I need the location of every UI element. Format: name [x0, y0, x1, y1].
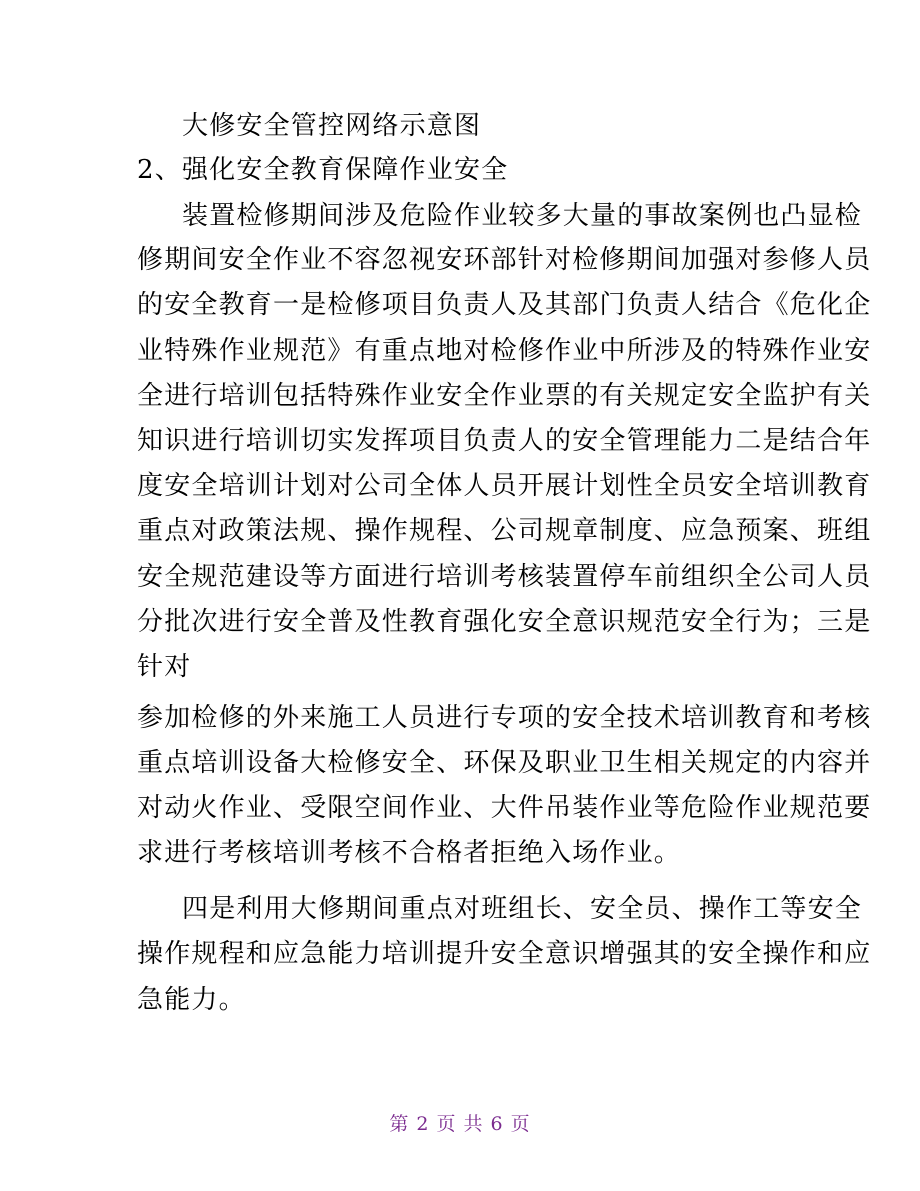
- paragraph-line: 针对: [137, 652, 192, 682]
- paragraph-line: 急能力。: [137, 985, 246, 1015]
- paragraph-line: 度安全培训计划对公司全体人员开展计划性全员安全培训教育: [137, 471, 872, 501]
- figure-caption: 大修安全管控网络示意图: [182, 111, 482, 141]
- paragraph-line: 全进行培训包括特殊作业安全作业票的有关规定安全监护有关: [137, 381, 872, 411]
- paragraph-line: 操作规程和应急能力培训提升安全意识增强其的安全操作和应: [137, 939, 872, 969]
- paragraph-line: 装置检修期间涉及危险作业较多大量的事故案例也凸显检: [182, 201, 863, 231]
- paragraph-line: 分批次进行安全普及性教育强化安全意识规范安全行为；三是: [137, 607, 872, 637]
- paragraph-line: 安全规范建设等方面进行培训考核装置停车前组织全公司人员: [137, 562, 872, 592]
- paragraph-line: 业特殊作业规范》有重点地对检修作业中所涉及的特殊作业安: [137, 336, 872, 366]
- paragraph-line: 重点培训设备大检修安全、环保及职业卫生相关规定的内容并: [137, 748, 872, 778]
- paragraph-line: 知识进行培训切实发挥项目负责人的安全管理能力二是结合年: [137, 426, 872, 456]
- section-heading: 2、强化安全教育保障作业安全: [137, 155, 509, 185]
- paragraph-line: 求进行考核培训考核不合格者拒绝入场作业。: [137, 838, 682, 868]
- page-number-footer: 第 2 页 共 6 页: [389, 1113, 531, 1135]
- paragraph-line: 参加检修的外来施工人员进行专项的安全技术培训教育和考核: [137, 703, 872, 733]
- paragraph-line: 修期间安全作业不容忽视安环部针对检修期间加强对参修人员: [137, 245, 872, 275]
- paragraph-line: 四是利用大修期间重点对班组长、安全员、操作工等安全: [182, 894, 863, 924]
- paragraph-line: 对动火作业、受限空间作业、大件吊装作业等危险作业规范要: [137, 793, 872, 823]
- paragraph-line: 的安全教育一是检修项目负责人及其部门负责人结合《危化企: [137, 290, 872, 320]
- paragraph-line: 重点对政策法规、操作规程、公司规章制度、应急预案、班组: [137, 516, 872, 546]
